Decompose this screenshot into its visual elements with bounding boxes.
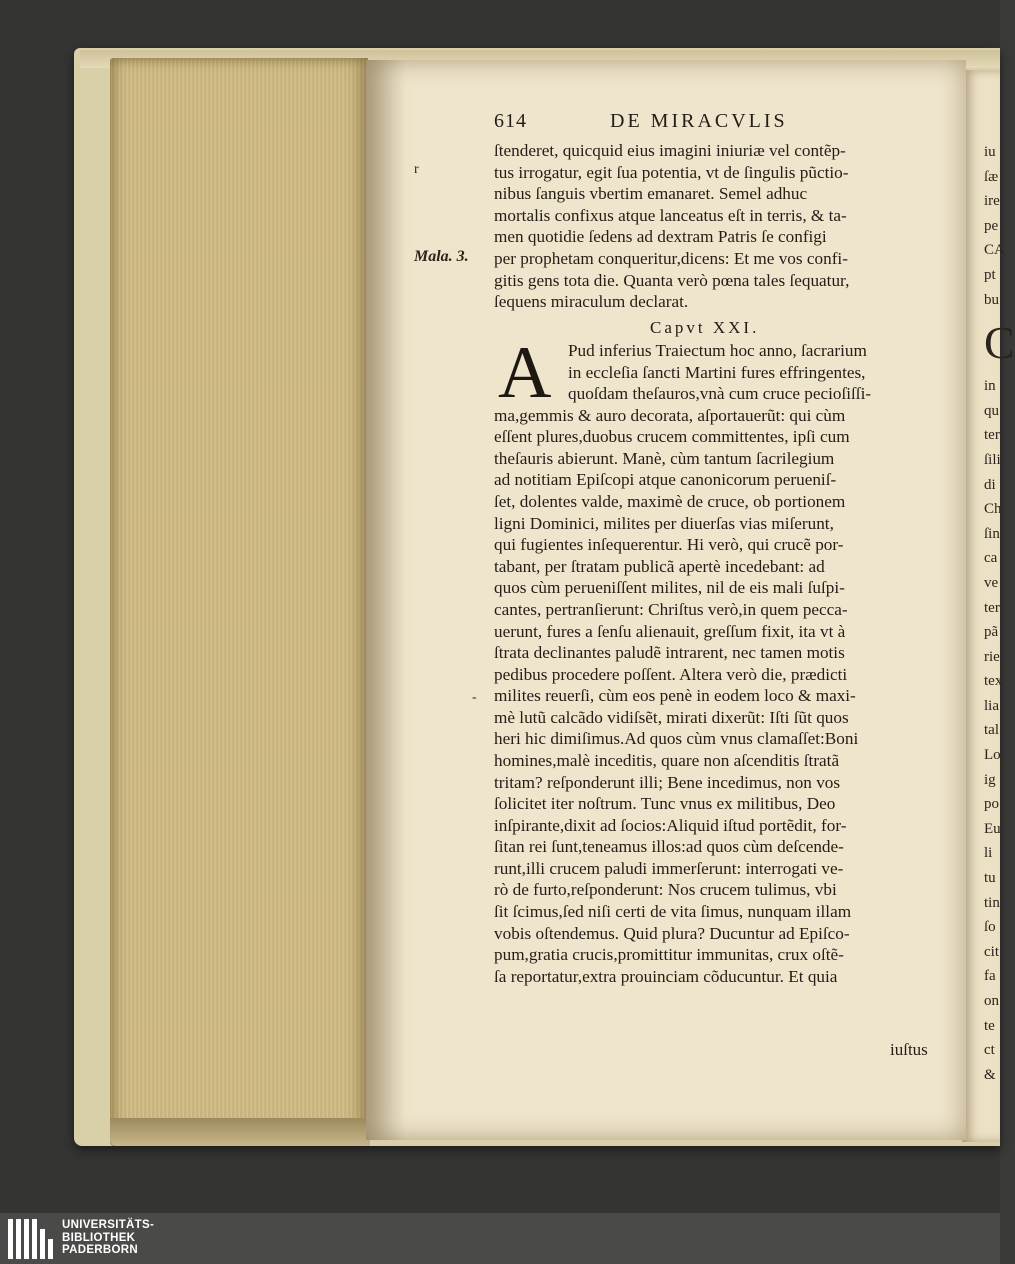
facing-page-fragment: pe [984, 217, 999, 234]
facing-page-fragment: Lo [984, 747, 1001, 764]
facing-page-fragment: Eu [984, 820, 1001, 837]
facing-page-fragment: ca [984, 550, 998, 567]
facing-page-fragment: bu [984, 291, 999, 308]
facing-page-fragment: ig [984, 771, 996, 788]
facing-page-fragment: po [984, 796, 999, 813]
facing-page-fragment: ve [984, 574, 999, 591]
drop-cap: A [498, 332, 552, 414]
text-line: ſa reportatur,extra prouinciam cõducuntur. Et quia [494, 966, 838, 986]
text-line: pum,gratia crucis,promittitur immunitas, crux oſtẽ- [494, 945, 844, 965]
text-line: rò de furto,reſponderunt: Nos crucem tulimus, vbi [494, 880, 837, 900]
text-line: in eccleſia ſancti Martini fures effringentes, [568, 362, 866, 382]
facing-page-fragment: ire [984, 193, 1000, 210]
text-line: quoſdam theſauros,vnà cum cruce pecioſiſſi- [568, 384, 872, 404]
facing-page-fragment: fa [984, 968, 996, 985]
text-line: tabant, per ſtratam publicã apertè incedebant: ad [494, 556, 825, 576]
facing-page-fragment: ſin [984, 525, 1000, 542]
facing-page-fragment: on [984, 993, 999, 1009]
facing-page-fragment: li [984, 845, 993, 862]
text-line: ligni Dominici, milites per diuerſas vias miſerunt, [494, 513, 834, 533]
facing-page-fragment: in [984, 378, 996, 395]
margin-stray-mark: r [414, 162, 419, 177]
facing-page-fragment: tex [984, 673, 1003, 690]
facing-page-fragment: & [984, 1066, 996, 1083]
facing-page-fragment: ter [984, 427, 1000, 444]
top-text-block [494, 140, 946, 313]
text-line: runt,illi crucem paludi immerſerunt: interrogati ve- [494, 858, 844, 878]
text-line: gitis gens tota die. Quanta verò pœna tales ſequatur, [494, 270, 850, 290]
library-logo-text [62, 1219, 154, 1257]
logo-bar [8, 1219, 13, 1259]
text-line: homines,malè inceditis, quare non aſcenditis ſtratã [494, 750, 840, 770]
logo-bar [16, 1219, 21, 1259]
facing-page-fragment: cit [984, 943, 999, 960]
facing-page-fragment: pã [984, 624, 999, 641]
text-line: Pud inferius Traiectum hoc anno, ſacrarium [568, 341, 867, 360]
text-line: milites reuerſi, cùm eos penè in eodem loco & maxi- [494, 686, 856, 706]
page-header [494, 110, 944, 136]
facing-page-fragment: rie [984, 648, 1000, 665]
text-line: eſſent plures,duobus crucem committentes, ipſi cum [494, 427, 850, 447]
catchword: iuſtus [890, 1040, 928, 1059]
page-number: 614 [494, 110, 527, 132]
text-line: cantes, pertranſierunt: Chriſtus verò,in quem pecca- [494, 599, 848, 619]
facing-page-fragment: CA [984, 242, 1005, 259]
text-line: tritam? reſponderunt illi; Bene incedimus, non vos [494, 772, 841, 792]
facing-page-fragment: tal [984, 722, 999, 739]
margin-note: Mala. 3. [414, 248, 469, 265]
text-line: ma,gemmis & auro decorata, aſportauerũt: qui cùm [494, 405, 846, 425]
text-line: mè lutũ calcãdo vidiſsẽt, mirati dixerũt: Iſti ſũt quos [494, 707, 849, 727]
text-line: ſtrata declinantes paludẽ intrarent, nec tamen motis [494, 643, 845, 663]
logo-bar [32, 1219, 37, 1259]
facing-page-fragment: tu [984, 870, 996, 887]
facing-page-fragment: ſo [984, 919, 996, 936]
text-line: ſitan rei ſunt,teneamus illos:ad quos cùm deſcende- [494, 837, 844, 857]
facing-page-fragment: lia [984, 697, 999, 714]
facing-page-fragment: ter [984, 599, 1000, 616]
facing-page-fragment: di [984, 476, 996, 493]
facing-page-fragment: qu [984, 402, 999, 419]
footer-bar [0, 1213, 1000, 1264]
text-line: nibus ſanguis vbertim emanaret. Semel adhuc [494, 184, 808, 204]
logo-text-line: UNIVERSITÄTS- [62, 1219, 155, 1231]
logo-text-line: PADERBORN [62, 1244, 138, 1256]
running-head: DE MIRACVLIS [610, 110, 788, 132]
facing-page-fragment: pt [984, 266, 996, 283]
text-line: ſit ſcimus,ſed niſi certi de vita ſimus, nunquam illam [494, 902, 852, 922]
text-line: inſpirante,dixit ad ſocios:Aliquid iſtud portẽdit, for- [494, 815, 847, 835]
logo-text-line: BIBLIOTHEK [62, 1231, 136, 1244]
text-line: per prophetam conqueritur,dicens: Et me vos confi- [494, 248, 848, 268]
chapter-heading: Capvt XXI. [650, 318, 760, 337]
logo-bar [48, 1239, 53, 1259]
text-line: ad notitiam Epiſcopi atque canonicorum perueniſ- [494, 470, 837, 490]
text-line: mortalis confixus atque lanceatus eſt in terris, & ta- [494, 205, 847, 225]
text-line: tus irrogatur, egit ſua potentia, vt de ſingulis pũctio- [494, 162, 849, 182]
text-line: ſolicitet iter noſtrum. Tunc vnus ex militibus, Deo [494, 794, 836, 814]
facing-page-fragment: te [984, 1017, 995, 1034]
facing-page-fragment: iu [984, 144, 996, 160]
text-line: heri hic dimiſimus.Ad quos cùm vnus clamaſſet:Boni [494, 729, 859, 749]
text-line: ſtenderet, quicquid eius imagini iniuriæ vel contẽp- [494, 141, 846, 160]
gutter-shadow [366, 60, 406, 1140]
text-line: qui fugientes inſequerentur. Hi verò, qui crucẽ por- [494, 535, 844, 555]
text-line: pedibus procedere poſſent. Altera verò die, prædicti [494, 664, 848, 684]
facing-page-text [984, 140, 1015, 1087]
library-logo-icon [8, 1219, 52, 1259]
logo-bar [24, 1219, 29, 1259]
facing-page-fragment: tin [984, 894, 1000, 911]
facing-page-fragment: ſæ [984, 168, 999, 185]
text-line: uerunt, fures a ſenſu alienauit, greſſum fixit, ita vt à [494, 621, 846, 641]
facing-page-fragment: ſili [984, 451, 1001, 468]
facing-page-fragment: ct [984, 1042, 995, 1059]
chapter-text-block [494, 340, 946, 987]
page-stack-edge [110, 58, 368, 1146]
text-line: theſauris abierunt. Manè, cùm tantum ſacrilegium [494, 448, 835, 468]
text-line: ſequens miraculum declarat. [494, 292, 689, 312]
facing-page-fragment: C [984, 317, 1015, 369]
logo-bar [40, 1229, 45, 1259]
text-line: men quotidie ſedens ad dextram Patris ſe configi [494, 227, 827, 247]
facing-page-fragment: Ch [984, 501, 1002, 518]
text-line: quos cùm perueniſſent milites, nil de eis mali ſuſpi- [494, 578, 845, 598]
text-line: ſet, dolentes valde, maximè de cruce, ob portionem [494, 492, 846, 512]
margin-dash-mark: - [472, 690, 477, 705]
text-line: vobis oſtendemus. Quid plura? Ducuntur ad Epiſco- [494, 923, 850, 943]
page-stack-bottom [110, 1118, 370, 1146]
